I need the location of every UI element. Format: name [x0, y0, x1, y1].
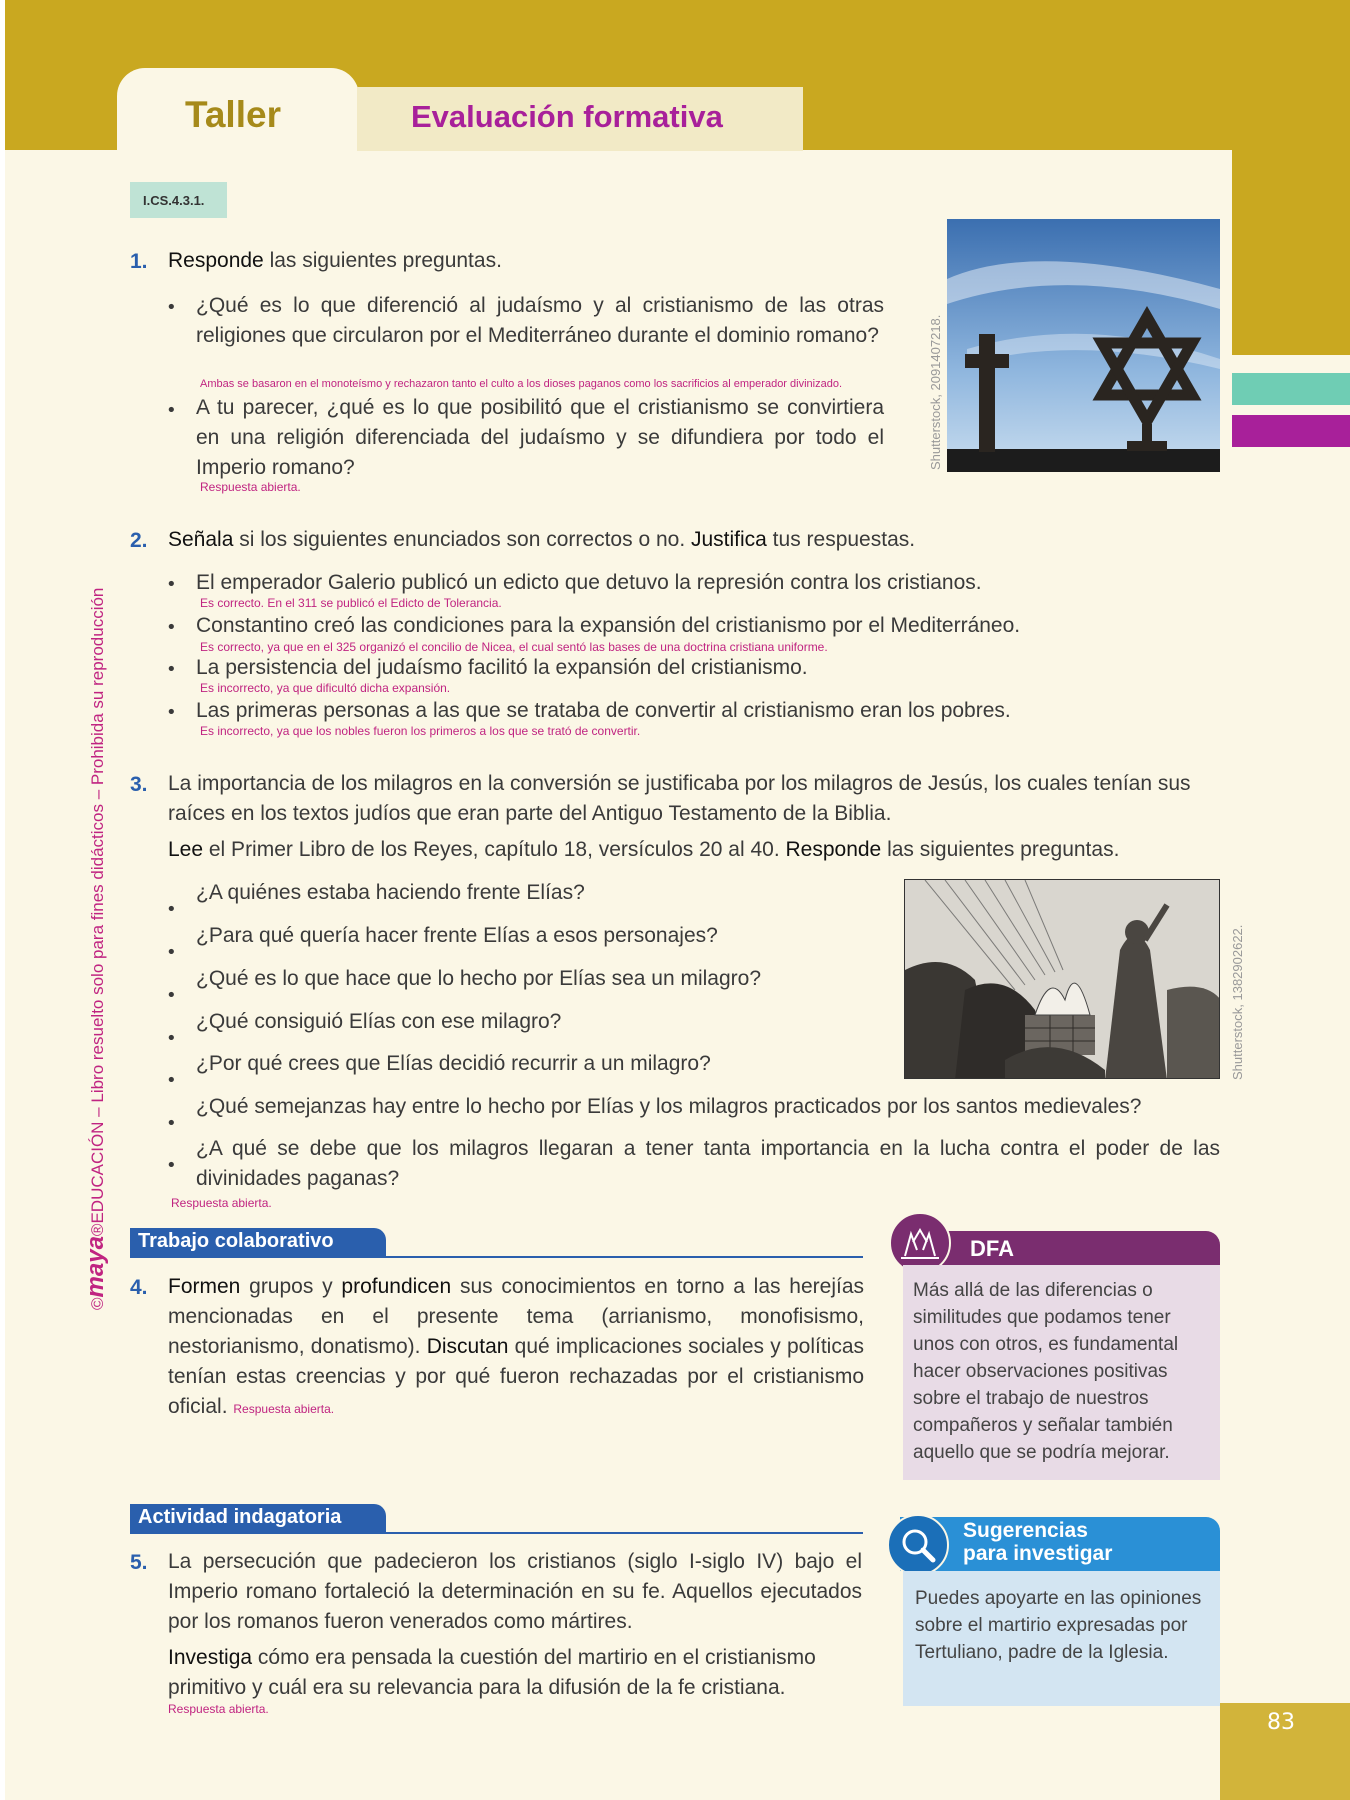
- q3-bullet-5: ¿Por qué crees que Elías decidió recurrir a un milagro?: [196, 1052, 711, 1075]
- tab-evaluacion: [357, 87, 803, 151]
- collab-section-title: Trabajo colaborativo: [130, 1228, 386, 1256]
- bullet: •: [166, 659, 177, 680]
- image-credit-2: Shutterstock, 1382902622.: [1230, 924, 1245, 1080]
- indicator-code: I.CS.4.3.1.: [130, 182, 227, 218]
- dfa-text: Más allá de las diferencias o similitudes que podamos tener unos con otros, es fundamental hacer observaciones positivas sobre el trabajo de nuestros compañeros y señalar también aquello que se podría mejorar.: [903, 1265, 1220, 1480]
- q5-prompt: Investiga cómo era pensada la cuestión del martirio en el cristianismo primitivo y cuál era su relevancia para la difusión de la fe cristiana.: [168, 1646, 816, 1699]
- tab-evaluacion-label: Evaluación formativa: [411, 99, 723, 134]
- q2-item-1: El emperador Galerio publicó un edicto que detuvo la represión contra los cristianos.: [196, 571, 982, 594]
- q3-prompt: Lee el Primer Libro de los Reyes, capítulo 18, versículos 20 al 40. Responde las siguientes preguntas.: [168, 838, 1120, 861]
- bullet: •: [166, 899, 177, 920]
- bullet: •: [166, 400, 177, 421]
- q3-number: 3.: [130, 773, 148, 796]
- q2-prompt: Señala si los siguientes enunciados son correctos o no. Justifica tus respuestas.: [168, 528, 916, 551]
- q5-answer: Respuesta abierta.: [168, 1702, 269, 1716]
- copyright-side-text: ©maya®EDUCACIÓN – Libro resuelto solo para fines didácticos – Prohibida su reproducción: [82, 587, 109, 1310]
- q2-answer-4: Es incorrecto, ya que los nobles fueron los primeros a los que se trató de convertir.: [200, 724, 641, 738]
- q4-number: 4.: [130, 1276, 148, 1299]
- collab-divider: [130, 1256, 863, 1258]
- q2-number: 2.: [130, 529, 148, 552]
- q2-answer-1: Es correcto. En el 311 se publicó el Edicto de Tolerancia.: [200, 596, 502, 610]
- bullet: •: [166, 297, 177, 318]
- dfa-title: DFA: [970, 1236, 1014, 1261]
- bullet: •: [166, 702, 177, 723]
- indag-section-title: Actividad indagatoria: [130, 1504, 386, 1532]
- bullet: •: [166, 1070, 177, 1091]
- bullet: •: [166, 1028, 177, 1049]
- religious-symbols-photo: [947, 219, 1220, 472]
- q1-answer-2: Respuesta abierta.: [200, 480, 301, 494]
- page-number: 83: [1267, 1710, 1295, 1735]
- bullet: •: [166, 942, 177, 963]
- q1-answer-1: Ambas se basaron en el monoteísmo y rechazaron tanto el culto a los dioses paganos como los sacrificios al emperador divinizado.: [200, 378, 843, 390]
- sugerencias-text: Puedes apoyarte en las opiniones sobre el martirio expresadas por Tertuliano, padre de la Iglesia.: [903, 1571, 1220, 1706]
- q2-answer-2: Es correcto, ya que en el 325 organizó el concilio de Nicea, el cual sentó las bases de una doctrina cristiana uniforme.: [200, 640, 828, 654]
- bullet: •: [166, 617, 177, 638]
- q1-bullet-2: A tu parecer, ¿qué es lo que posibilitó que el cristianismo se convirtiera en una religión diferenciada del judaísmo y se difundiera por todo el Imperio romano?: [196, 396, 884, 479]
- q3-bullet-7: ¿A qué se debe que los milagros llegaran a tener tanta importancia en la lucha contra el poder de las divinidades paganas?: [196, 1137, 1220, 1190]
- q2-item-4: Las primeras personas a las que se trataba de convertir al cristianismo eran los pobres.: [196, 699, 1011, 722]
- q4-answer: Respuesta abierta.: [233, 1402, 335, 1416]
- q1-number: 1.: [130, 250, 148, 273]
- elijah-engraving: [904, 879, 1220, 1079]
- q5-number: 5.: [130, 1551, 148, 1574]
- q3-answer: Respuesta abierta.: [171, 1196, 272, 1210]
- q2-answer-3: Es incorrecto, ya que dificultó dicha expansión.: [200, 681, 451, 695]
- q1-prompt: Responde las siguientes preguntas.: [168, 249, 502, 272]
- bullet: •: [166, 985, 177, 1006]
- q3-intro: La importancia de los milagros en la conversión se justificaba por los milagros de Jesús, los cuales tenían sus raíces en los textos judíos que eran parte del Antiguo Testamento de la Biblia.: [168, 772, 1191, 825]
- image-credit-1: Shutterstock, 2091407218.: [928, 314, 943, 470]
- magenta-tab: [1232, 415, 1350, 447]
- bullet: •: [166, 1155, 177, 1176]
- q4-text: Formen grupos y profundicen sus conocimientos en torno a las herejías mencionadas en el presente tema (arrianismo, monofisismo, nestorianismo, donatismo). Discutan qué implicaciones sociales y políticas tenían estas creencias y por qué fueron rechazadas por el cristianismo oficial. Respuesta abierta.: [168, 1275, 865, 1418]
- left-margin: [0, 0, 5, 1800]
- right-band: [1232, 0, 1350, 355]
- q5-text: La persecución que padecieron los cristianos (siglo I-siglo IV) bajo el Imperio romano fortaleció la determinación en su fe. Aquellos ejecutados por los romanos fueron venerados como mártires.: [168, 1550, 862, 1633]
- q3-bullet-2: ¿Para qué quería hacer frente Elías a esos personajes?: [196, 924, 718, 947]
- teal-tab: [1232, 373, 1350, 405]
- tab-taller: [117, 68, 359, 152]
- q1-bullet-1: ¿Qué es lo que diferenció al judaísmo y al cristianismo de las otras religiones que circularon por el Mediterráneo durante el dominio romano?: [196, 294, 884, 347]
- q2-item-3: La persistencia del judaísmo facilitó la expansión del cristianismo.: [196, 656, 808, 679]
- brand-logo: maya: [82, 1236, 109, 1298]
- q3-bullet-3: ¿Qué es lo que hace que lo hecho por Elías sea un milagro?: [196, 967, 762, 990]
- indag-divider: [130, 1532, 863, 1534]
- bullet: •: [166, 1113, 177, 1134]
- q3-bullet-4: ¿Qué consiguió Elías con ese milagro?: [196, 1010, 562, 1033]
- q3-bullet-6: ¿Qué semejanzas hay entre lo hecho por Elías y los milagros practicados por los santos medievales?: [196, 1095, 1142, 1118]
- bullet: •: [166, 574, 177, 595]
- sugerencias-title: Sugerencias para investigar: [963, 1519, 1113, 1565]
- tab-taller-label: Taller: [185, 94, 281, 135]
- magnifier-icon: [887, 1514, 949, 1576]
- q3-bullet-1: ¿A quiénes estaba haciendo frente Elías?: [196, 881, 585, 904]
- q2-item-2: Constantino creó las condiciones para la expansión del cristianismo por el Mediterráneo.: [196, 614, 1021, 637]
